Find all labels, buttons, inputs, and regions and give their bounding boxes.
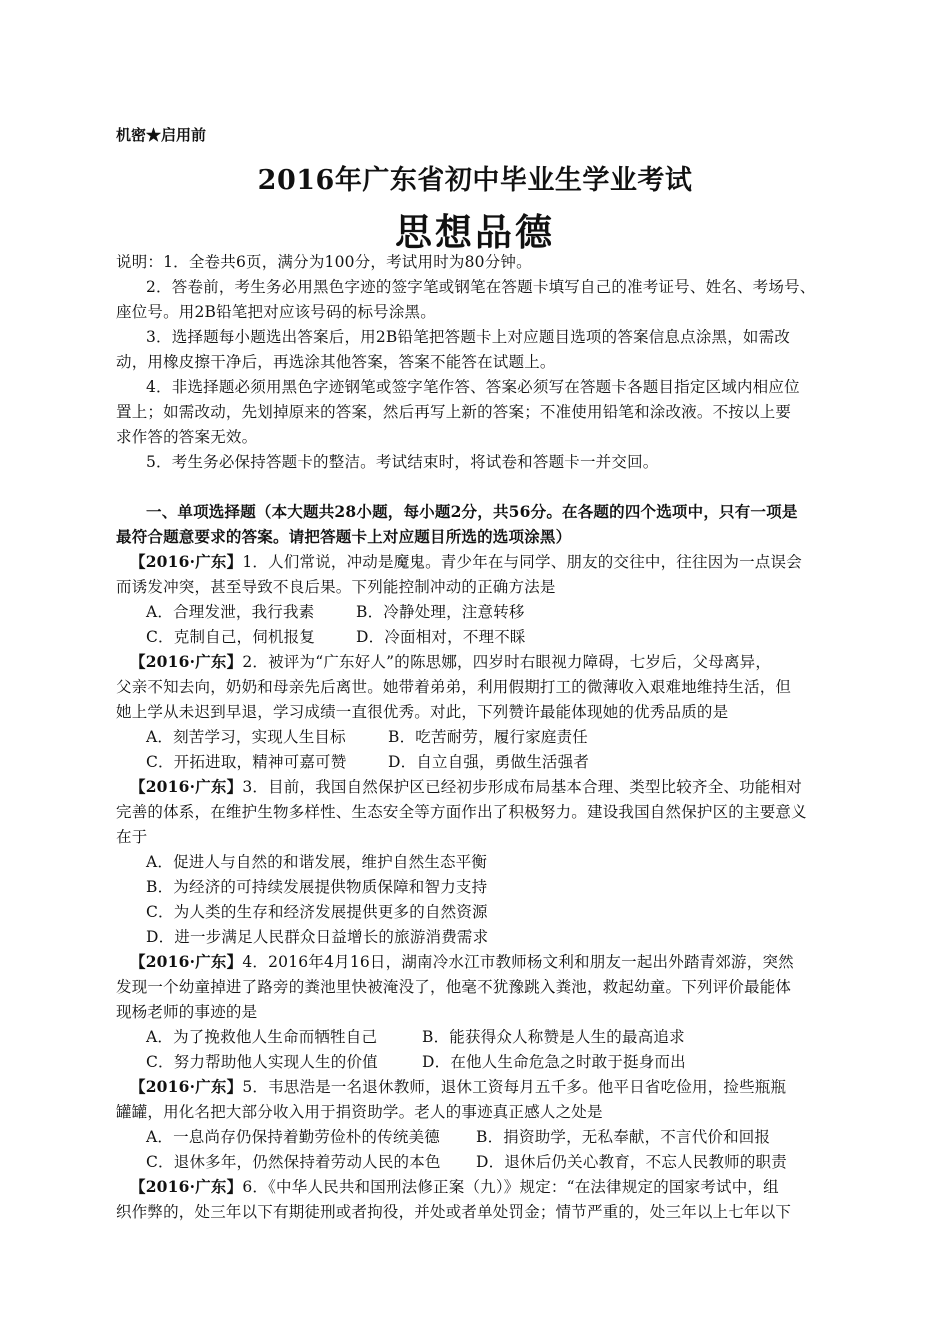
q1-option-b: B．冷静处理，注意转移 xyxy=(356,603,525,621)
question-5-line-1: 【2016·广东】5．韦思浩是一名退休教师，退休工资每月五千多。他平日省吃俭用，捡些瓶瓶 xyxy=(130,1077,787,1096)
exam-title: 2016年广东省初中毕业生学业考试 xyxy=(257,165,693,196)
question-4-line-1: 【2016·广东】4．2016年4月16日，湖南冷水江市教师杨文利和朋友一起出外踏青郊游，突然 xyxy=(130,952,794,971)
question-2-line-2: 父亲不知去向，奶奶和母亲先后离世。她带着弟弟，利用假期打工的微薄收入艰难地维持生活，但 xyxy=(116,678,792,696)
q4-option-b: B．能获得众人称赞是人生的最高追求 xyxy=(422,1028,685,1046)
instruction-line-9: 5．考生务必保持答题卡的整洁。考试结束时，将试卷和答题卡一并交回。 xyxy=(146,453,659,471)
question-source-tag: 【2016·广东】 xyxy=(130,777,243,796)
q1-option-c: C．克制自己，伺机报复 xyxy=(146,628,316,646)
q1-option-d: D．冷面相对，不理不睬 xyxy=(356,628,526,646)
question-source-tag: 【2016·广东】 xyxy=(130,952,243,971)
q2-option-b: B．吃苦耐劳，履行家庭责任 xyxy=(388,728,588,746)
q5-option-c: C．退休多年，仍然保持着劳动人民的本色 xyxy=(146,1153,441,1171)
instruction-line-1: 说明：1．全卷共6页，满分为100分，考试用时为80分钟。 xyxy=(116,253,532,271)
q5-option-d: D．退休后仍关心教育，不忘人民教师的职责 xyxy=(476,1153,787,1171)
question-source-tag: 【2016·广东】 xyxy=(130,1077,243,1096)
instruction-line-7: 置上；如需改动，先划掉原来的答案，然后再写上新的答案；不准使用铅笔和涂改液。不按以上要 xyxy=(116,403,792,421)
q3-option-d: D．进一步满足人民群众日益增长的旅游消费需求 xyxy=(146,928,489,946)
question-source-tag: 【2016·广东】 xyxy=(130,552,243,571)
q5-option-b: B．捐资助学，无私奉献，不言代价和回报 xyxy=(476,1128,771,1146)
q2-option-c: C．开拓进取，精神可嘉可赞 xyxy=(146,753,347,771)
q4-option-c: C．努力帮助他人实现人生的价值 xyxy=(146,1053,378,1071)
q1-option-a: A．合理发泄，我行我素 xyxy=(146,603,315,621)
q3-option-a: A．促进人与自然的和谐发展，维护自然生态平衡 xyxy=(146,853,488,871)
question-6-line-1: 【2016·广东】6．《中华人民共和国刑法修正案（九）》规定：“在法律规定的国家考试中，组 xyxy=(130,1177,779,1196)
q4-option-d: D．在他人生命危急之时敢于挺身而出 xyxy=(422,1053,686,1071)
instruction-line-3: 座位号。用2B铅笔把对应该号码的标号涂黑。 xyxy=(116,303,436,321)
q2-option-d: D．自立自强，勇做生活强者 xyxy=(388,753,590,771)
q5-option-a: A．一息尚存仍保持着勤劳俭朴的传统美德 xyxy=(146,1128,440,1146)
question-6-line-2: 织作弊的，处三年以下有期徒刑或者拘役，并处或者单处罚金；情节严重的，处三年以上七年以下 xyxy=(116,1203,792,1221)
question-4-line-2: 发现一个幼童掉进了路旁的粪池里快被淹没了，他毫不犹豫跳入粪池，救起幼童。下列评价最能体 xyxy=(116,978,792,996)
question-source-tag: 【2016·广东】 xyxy=(130,652,243,671)
question-2-line-1: 【2016·广东】2．被评为“广东好人”的陈思娜，四岁时右眼视力障碍，七岁后，父母离异， xyxy=(130,652,772,671)
question-1-line-2: 而诱发冲突，甚至导致不良后果。下列能控制冲动的正确方法是 xyxy=(116,578,556,596)
question-source-tag: 【2016·广东】 xyxy=(130,1177,243,1196)
instruction-line-2: 2．答卷前，考生务必用黑色字迹的签字笔或钢笔在答题卡填写自己的准考证号、姓名、考场号、 xyxy=(146,278,816,296)
subject-title: 思想品德 xyxy=(395,210,555,254)
instruction-line-5: 动，用橡皮擦干净后，再选涂其他答案，答案不能答在试题上。 xyxy=(116,353,556,371)
question-2-line-3: 她上学从未迟到早退，学习成绩一直很优秀。对此，下列赞许最能体现她的优秀品质的是 xyxy=(116,703,729,721)
question-3-line-2: 完善的体系，在维护生物多样性、生态安全等方面作出了积极努力。建设我国自然保护区的主要意义 xyxy=(116,803,807,821)
instruction-line-4: 3．选择题每小题选出答案后，用2B铅笔把答题卡上对应题目选项的答案信息点涂黑，如需改 xyxy=(146,328,791,346)
question-4-line-3: 现杨老师的事迹的是 xyxy=(116,1003,258,1021)
section-heading-line-1: 一、单项选择题（本大题共28小题，每小题2分，共56分。在各题的四个选项中，只有一项是 xyxy=(146,502,798,521)
q2-option-a: A．刻苦学习，实现人生目标 xyxy=(146,728,346,746)
section-heading-line-2: 最符合题意要求的答案。请把答题卡上对应题目所选的选项涂黑） xyxy=(116,527,572,546)
q3-option-c: C．为人类的生存和经济发展提供更多的自然资源 xyxy=(146,903,488,921)
question-1-line-1: 【2016·广东】1．人们常说，冲动是魔鬼。青少年在与同学、朋友的交往中，往往因为一点误会 xyxy=(130,552,802,571)
question-3-line-1: 【2016·广东】3．目前，我国自然保护区已经初步形成布局基本合理、类型比较齐全、功能相对 xyxy=(130,777,802,796)
instruction-line-6: 4．非选择题必须用黑色字迹钢笔或签字笔作答、答案必须写在答题卡各题目指定区域内相应位 xyxy=(146,378,800,396)
question-5-line-2: 罐罐，用化名把大部分收入用于捐资助学。老人的事迹真正感人之处是 xyxy=(116,1103,603,1121)
q3-option-b: B．为经济的可持续发展提供物质保障和智力支持 xyxy=(146,878,488,896)
instruction-line-8: 求作答的答案无效。 xyxy=(116,428,258,446)
q4-option-a: A．为了挽救他人生命而牺牲自己 xyxy=(146,1028,378,1046)
confidential-mark: 机密★启用前 xyxy=(116,126,207,144)
question-3-line-3: 在于 xyxy=(116,828,148,846)
